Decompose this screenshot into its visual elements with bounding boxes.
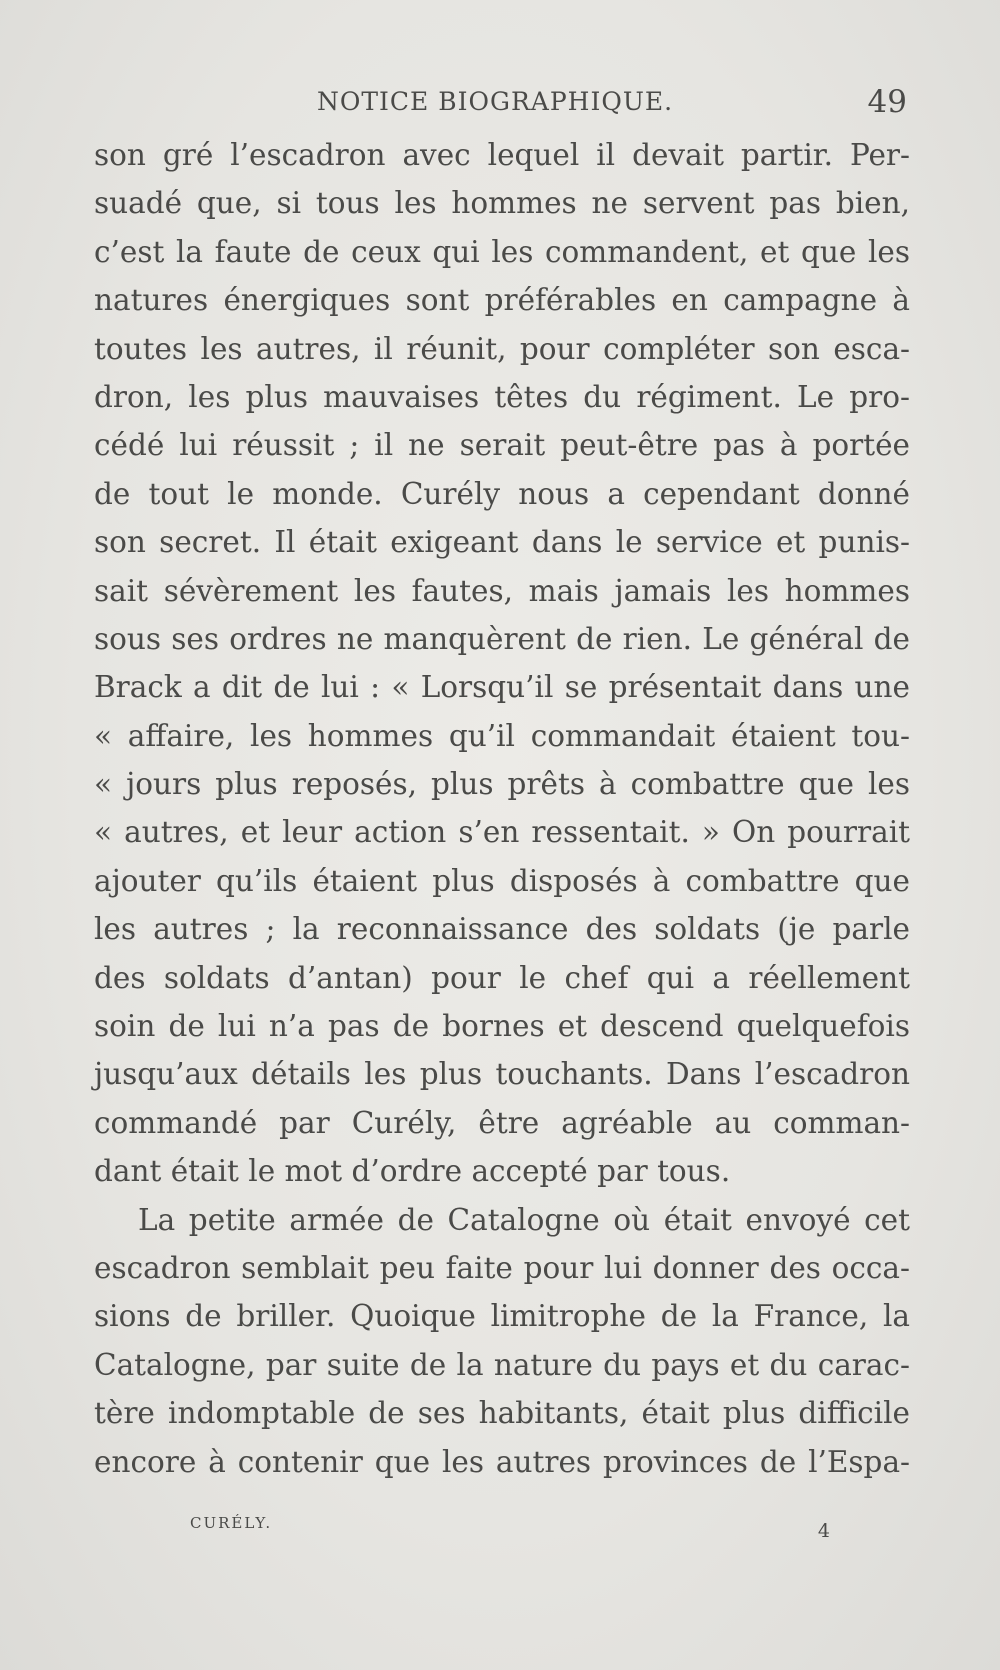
body-text bbox=[94, 131, 910, 1486]
text-line: c’est la faute de ceux qui les commandent, et que les bbox=[94, 234, 910, 269]
text-line: « autres, et leur action s’en ressentait. » On pourrait bbox=[94, 815, 910, 850]
text-line: escadron semblait peu faite pour lui donner des occa- bbox=[94, 1250, 910, 1285]
text-line: ajouter qu’ils étaient plus disposés à combattre que bbox=[94, 863, 910, 898]
text-line: « affaire, les hommes qu’il commandait étaient tou- bbox=[94, 718, 910, 753]
text-line: La petite armée de Catalogne où était envoyé cet bbox=[138, 1202, 910, 1237]
text-line: sous ses ordres ne manquèrent de rien. Le général de bbox=[94, 621, 910, 656]
signature-mark: CURÉLY. bbox=[190, 1514, 273, 1532]
text-line: sions de briller. Quoique limitrophe de la France, la bbox=[94, 1299, 910, 1334]
text-line: son secret. Il était exigeant dans le service et punis- bbox=[94, 525, 910, 560]
text-line: des soldats d’antan) pour le chef qui a réellement bbox=[94, 960, 910, 995]
text-line: encore à contenir que les autres provinces de l’Espa- bbox=[94, 1444, 910, 1479]
text-line: Brack a dit de lui : « Lorsqu’il se présentait dans une bbox=[94, 670, 910, 705]
text-line: jusqu’aux détails les plus touchants. Dans l’escadron bbox=[94, 1057, 910, 1092]
text-line: de tout le monde. Curély nous a cependant donné bbox=[94, 476, 910, 511]
text-line: son gré l’escadron avec lequel il devait partir. Per- bbox=[94, 138, 910, 172]
text-line: sait sévèrement les fautes, mais jamais les hommes bbox=[94, 573, 910, 608]
running-head bbox=[95, 82, 907, 122]
text-line: suadé que, si tous les hommes ne servent pas bien, bbox=[94, 186, 910, 221]
text-line: « jours plus reposés, plus prêts à combattre que les bbox=[94, 767, 910, 802]
page-footer bbox=[190, 1508, 830, 1542]
text-line: Catalogne, par suite de la nature du pays et du carac- bbox=[94, 1347, 910, 1382]
text-line: toutes les autres, il réunit, pour compléter son esca- bbox=[94, 331, 910, 366]
text-line: les autres ; la reconnaissance des soldats (je parle bbox=[94, 912, 910, 947]
text-line: dant était le mot d’ordre accepté par tous. bbox=[94, 1154, 731, 1189]
page-number: 49 bbox=[867, 84, 907, 120]
text-line: dron, les plus mauvaises têtes du régiment. Le pro- bbox=[94, 379, 910, 414]
text-line: tère indomptable de ses habitants, était plus difficile bbox=[94, 1396, 910, 1431]
text-line: cédé lui réussit ; il ne serait peut-être pas à portée bbox=[94, 428, 910, 463]
sheet-number: 4 bbox=[817, 1520, 830, 1542]
running-title: NOTICE BIOGRAPHIQUE. bbox=[317, 87, 674, 116]
text-line: commandé par Curély, être agréable au comman- bbox=[94, 1105, 910, 1140]
text-line: soin de lui n’a pas de bornes et descend quelquefois bbox=[94, 1009, 910, 1044]
text-line: natures énergiques sont préférables en campagne à bbox=[94, 283, 910, 318]
